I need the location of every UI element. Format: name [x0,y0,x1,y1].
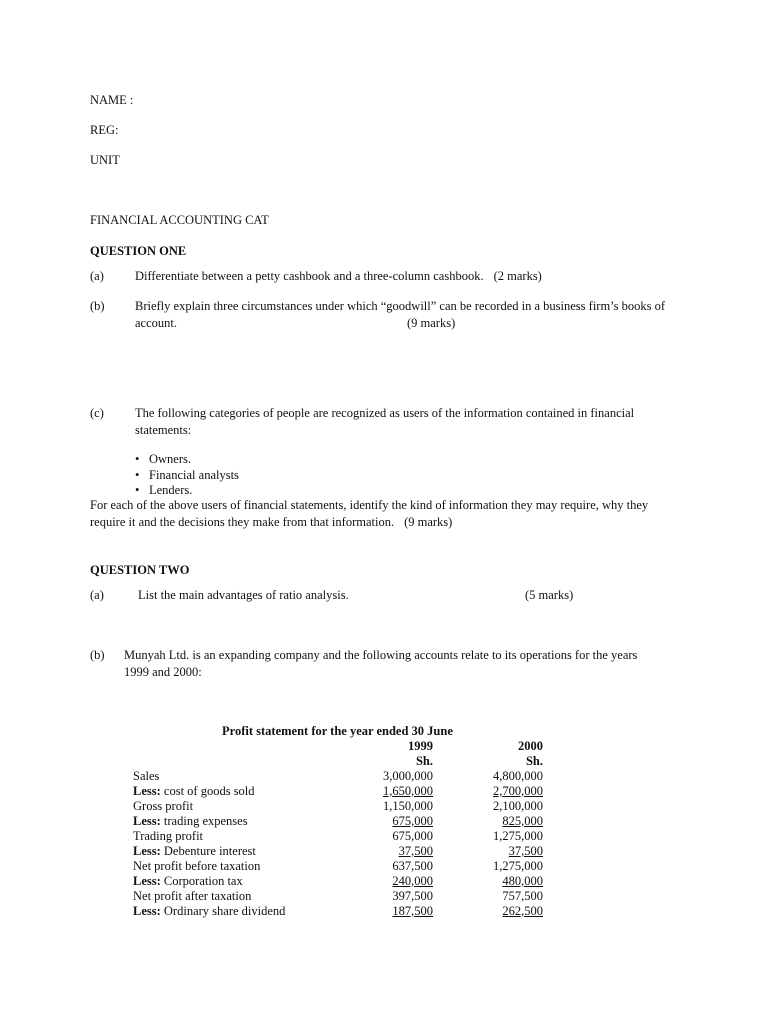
q2-a-label: (a) [90,588,104,602]
year-2000-header: 2000 [518,739,543,753]
less-prefix: Less: [133,844,161,858]
q2-a-text: List the main advantages of ratio analysis. [138,588,349,602]
q1-c-text: The following categories of people are recognized as users of the information contained in financial statements: [135,406,635,437]
question-two-heading: QUESTION TWO [90,563,190,577]
q1-c-followup-text: For each of the above users of financial statements, identify the kind of information they may require, why they require it and the decisions they make from that information. [90,498,649,529]
table-row [133,889,543,904]
q1-c-label: (c) [90,406,104,420]
q2-a-marks: (5 marks) [525,588,574,602]
q1-b-label: (b) [90,299,105,313]
value-2000: 262,500 [502,904,543,918]
value-2000: 2,700,000 [493,784,543,798]
q2-b-label: (b) [90,648,105,662]
name-label: NAME : [90,93,134,107]
value-2000: 1,275,000 [493,859,543,873]
value-1999: 397,500 [392,889,433,903]
row-label [133,814,353,829]
less-prefix: Less: [133,814,161,828]
row-label-text: Sales [133,769,160,783]
statement-rows [133,769,543,919]
value-2000: 757,500 [502,889,543,903]
profit-statement-table [133,739,543,919]
value-2000: 825,000 [502,814,543,828]
year-1999-header: 1999 [408,739,433,753]
value-2000: 4,800,000 [493,769,543,783]
currency-1999-header: Sh. [415,754,433,768]
users-list [135,452,239,499]
row-label [133,889,353,904]
reg-label: REG: [90,123,119,137]
q1-b-line2-text: account. [135,316,177,330]
table-row [133,904,543,919]
table-row [133,829,543,844]
table-row [133,769,543,784]
q1-b-line1: Briefly explain three circumstances under which “goodwill” can be recorded in a business firm’s books of [135,299,666,313]
row-label-text: Corporation tax [163,874,243,888]
row-label [133,904,353,919]
q2-b-text: Munyah Ltd. is an expanding company and the following accounts relate to its operations for the years 1999 and 2000: [124,648,638,679]
currency-2000-header: Sh. [525,754,543,768]
value-2000: 480,000 [502,874,543,888]
value-1999: 37,500 [398,844,433,858]
list-item: • Financial analysts [149,468,239,484]
row-label-text: Net profit after taxation [133,889,252,903]
row-label [133,844,353,859]
row-label [133,784,353,799]
value-1999: 637,500 [392,859,433,873]
q1-a-marks: (2 marks) [493,269,542,283]
value-1999: 187,500 [392,904,433,918]
statement-title: Profit statement for the year ended 30 June [222,724,453,738]
list-item: • Lenders. [149,483,239,499]
row-label [133,799,353,814]
question-one-heading: QUESTION ONE [90,244,187,258]
table-row [133,784,543,799]
row-label-text: Gross profit [133,799,194,813]
value-1999: 240,000 [392,874,433,888]
q1-a-question: Differentiate between a petty cashbook and a three-column cashbook. [135,269,484,283]
row-label [133,829,353,844]
table-row [133,844,543,859]
q1-b-line2 [135,315,680,332]
value-1999: 3,000,000 [383,769,433,783]
less-prefix: Less: [133,904,161,918]
row-label-text: Debenture interest [163,844,256,858]
table-row [133,814,543,829]
less-prefix: Less: [133,784,161,798]
value-1999: 1,650,000 [383,784,433,798]
value-1999: 675,000 [392,814,433,828]
document-title: FINANCIAL ACCOUNTING CAT [90,213,269,227]
q1-c-followup [90,497,670,531]
unit-label: UNIT [90,153,120,167]
table-row [133,874,543,889]
q1-a-label: (a) [90,269,104,283]
currency-header-row [133,754,543,769]
row-label-text: Net profit before taxation [133,859,261,873]
q1-b-marks: (9 marks) [407,316,456,330]
row-label [133,769,353,784]
q1-c-marks: (9 marks) [404,515,453,529]
value-2000: 2,100,000 [493,799,543,813]
value-1999: 1,150,000 [383,799,433,813]
value-2000: 1,275,000 [493,829,543,843]
row-label-text: Ordinary share dividend [163,904,286,918]
value-1999: 675,000 [392,829,433,843]
q1-a-text [135,268,680,285]
table-row [133,799,543,814]
value-2000: 37,500 [508,844,543,858]
year-header-row [133,739,543,754]
row-label [133,874,353,889]
list-item: • Owners. [149,452,239,468]
table-row [133,859,543,874]
row-label [133,859,353,874]
less-prefix: Less: [133,874,161,888]
row-label-text: Trading profit [133,829,204,843]
row-label-text: cost of goods sold [163,784,255,798]
row-label-text: trading expenses [163,814,248,828]
